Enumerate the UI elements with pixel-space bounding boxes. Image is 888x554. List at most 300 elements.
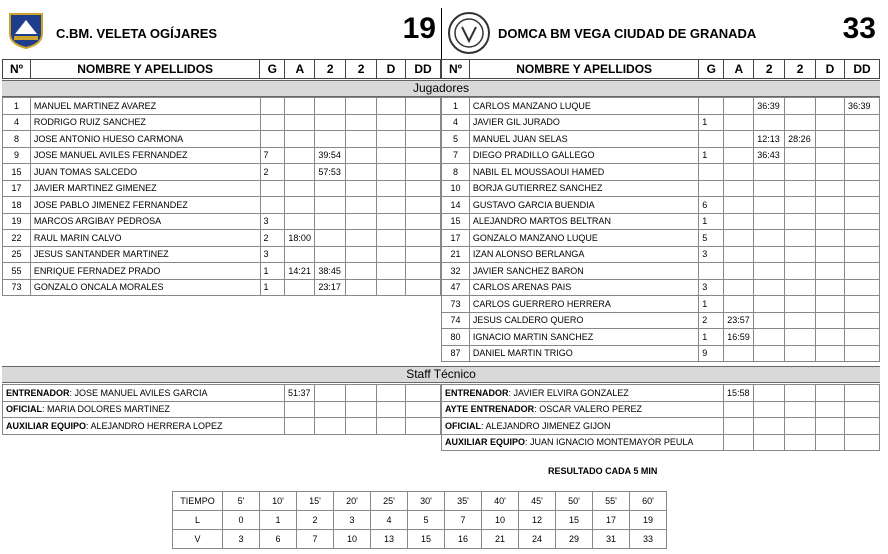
player-name: IZAN ALONSO BERLANGA bbox=[469, 246, 698, 263]
summary-header-cell: 20' bbox=[334, 492, 371, 511]
suspension-1-cell: 57:53 bbox=[315, 164, 346, 181]
suspension-2-cell bbox=[785, 98, 816, 115]
col-num: Nº bbox=[442, 60, 470, 79]
dd-cell bbox=[844, 114, 879, 131]
empty-cell bbox=[346, 418, 377, 435]
staff-role: ENTRENADOR bbox=[6, 387, 70, 398]
player-row bbox=[442, 114, 880, 131]
goals-cell bbox=[260, 114, 285, 131]
empty-cell bbox=[845, 385, 880, 402]
staff-member bbox=[3, 401, 285, 418]
player-number: 18 bbox=[3, 197, 31, 214]
goals-cell: 9 bbox=[699, 345, 724, 362]
summary-header-cell: 50' bbox=[556, 492, 593, 511]
summary-cell: 5 bbox=[408, 511, 445, 530]
player-row bbox=[442, 345, 880, 362]
dd-cell bbox=[844, 263, 879, 280]
summary-header-row bbox=[173, 492, 667, 511]
summary-header-cell: 45' bbox=[519, 492, 556, 511]
empty-cell bbox=[816, 385, 845, 402]
suspension-2-cell bbox=[785, 263, 816, 280]
player-name: JAVIER GIL JURADO bbox=[469, 114, 698, 131]
col-a: A bbox=[285, 60, 315, 79]
suspension-2-cell bbox=[785, 279, 816, 296]
summary-cell: 29 bbox=[556, 530, 593, 549]
player-number: 1 bbox=[3, 98, 31, 115]
col-2b: 2 bbox=[785, 60, 816, 79]
player-row bbox=[3, 213, 441, 230]
player-number: 15 bbox=[442, 213, 470, 230]
suspension-2-cell bbox=[346, 263, 377, 280]
goals-cell: 3 bbox=[260, 246, 285, 263]
empty-cell bbox=[315, 418, 346, 435]
warning-cell bbox=[724, 263, 754, 280]
player-number: 80 bbox=[442, 329, 470, 346]
goals-cell bbox=[260, 98, 285, 115]
warning-cell bbox=[724, 434, 754, 451]
summary-cell: 7 bbox=[445, 511, 482, 530]
player-row bbox=[3, 263, 441, 280]
player-number: 87 bbox=[442, 345, 470, 362]
player-row bbox=[442, 197, 880, 214]
dd-cell bbox=[844, 213, 879, 230]
warning-cell bbox=[285, 418, 315, 435]
empty-cell bbox=[406, 385, 441, 402]
warning-cell bbox=[724, 131, 754, 148]
player-name: ALEJANDRO MARTOS BELTRAN bbox=[469, 213, 698, 230]
summary-cell: 21 bbox=[482, 530, 519, 549]
disqualification-cell bbox=[816, 131, 845, 148]
summary-cell: L bbox=[173, 511, 223, 530]
summary-header-cell: 30' bbox=[408, 492, 445, 511]
dd-cell bbox=[844, 246, 879, 263]
dd-cell bbox=[406, 263, 441, 280]
disqualification-cell bbox=[816, 345, 845, 362]
empty-cell bbox=[785, 418, 816, 435]
dd-cell bbox=[844, 279, 879, 296]
suspension-2-cell bbox=[346, 131, 377, 148]
suspension-1-cell bbox=[754, 180, 785, 197]
dd-cell: 36:39 bbox=[844, 98, 879, 115]
player-row bbox=[442, 147, 880, 164]
suspension-2-cell: 28:26 bbox=[785, 131, 816, 148]
staff-role: ENTRENADOR bbox=[445, 387, 509, 398]
player-name: BORJA GUTIERREZ SANCHEZ bbox=[469, 180, 698, 197]
player-name: CARLOS ARENAS PAIS bbox=[469, 279, 698, 296]
player-name: GUSTAVO GARCIA BUENDIA bbox=[469, 197, 698, 214]
disqualification-cell bbox=[816, 296, 845, 313]
player-name: DANIEL MARTIN TRIGO bbox=[469, 345, 698, 362]
disqualification-cell bbox=[816, 263, 845, 280]
disqualification-cell bbox=[377, 131, 406, 148]
empty-cell bbox=[785, 434, 816, 451]
staff-row bbox=[442, 385, 880, 402]
player-name: JOSE MANUEL AVILES FERNANDEZ bbox=[30, 147, 260, 164]
player-name: JOSE ANTONIO HUESO CARMONA bbox=[30, 131, 260, 148]
away-staff-table bbox=[441, 384, 880, 451]
player-name: JAVIER SANCHEZ BARON bbox=[469, 263, 698, 280]
warning-cell bbox=[724, 180, 754, 197]
summary-header-cell: 60' bbox=[630, 492, 667, 511]
goals-cell: 5 bbox=[699, 230, 724, 247]
empty-cell bbox=[406, 401, 441, 418]
dd-cell bbox=[406, 180, 441, 197]
player-name: NABIL EL MOUSSAOUI HAMED bbox=[469, 164, 698, 181]
warning-cell bbox=[285, 279, 315, 296]
goals-cell: 1 bbox=[260, 263, 285, 280]
disqualification-cell bbox=[816, 180, 845, 197]
warning-cell bbox=[285, 180, 315, 197]
staff-name: : JUAN IGNACIO MONTEMAYOR PEULA bbox=[525, 437, 694, 448]
staff-row bbox=[442, 418, 880, 435]
dd-cell bbox=[844, 296, 879, 313]
dd-cell bbox=[844, 312, 879, 329]
summary-cell: 2 bbox=[297, 511, 334, 530]
empty-cell bbox=[754, 401, 785, 418]
player-row bbox=[3, 180, 441, 197]
empty-cell bbox=[406, 418, 441, 435]
away-score: 33 bbox=[842, 12, 876, 45]
player-row bbox=[3, 164, 441, 181]
warning-cell bbox=[285, 131, 315, 148]
suspension-1-cell bbox=[315, 246, 346, 263]
suspension-2-cell bbox=[346, 114, 377, 131]
empty-cell bbox=[315, 401, 346, 418]
dd-cell bbox=[844, 230, 879, 247]
empty-cell bbox=[816, 418, 845, 435]
player-row bbox=[3, 131, 441, 148]
player-name: RODRIGO RUIZ SANCHEZ bbox=[30, 114, 260, 131]
staff-row bbox=[3, 418, 441, 435]
empty-cell bbox=[816, 401, 845, 418]
warning-cell bbox=[724, 296, 754, 313]
summary-cell: 17 bbox=[593, 511, 630, 530]
empty-cell bbox=[845, 401, 880, 418]
player-number: 17 bbox=[442, 230, 470, 247]
col-dd: DD bbox=[844, 60, 879, 79]
player-number: 22 bbox=[3, 230, 31, 247]
empty-cell bbox=[845, 434, 880, 451]
staff-section-header: Staff Técnico bbox=[2, 366, 880, 383]
disqualification-cell bbox=[377, 180, 406, 197]
player-number: 5 bbox=[442, 131, 470, 148]
suspension-1-cell bbox=[315, 98, 346, 115]
col-2a: 2 bbox=[315, 60, 346, 79]
dd-cell bbox=[844, 164, 879, 181]
disqualification-cell bbox=[816, 213, 845, 230]
dd-cell bbox=[844, 131, 879, 148]
goals-cell: 3 bbox=[699, 246, 724, 263]
summary-cell: 0 bbox=[223, 511, 260, 530]
warning-cell: 51:37 bbox=[285, 385, 315, 402]
suspension-2-cell bbox=[785, 345, 816, 362]
summary-cell: 4 bbox=[371, 511, 408, 530]
empty-cell bbox=[845, 418, 880, 435]
home-team-name: C.BM. VELETA OGÍJARES bbox=[56, 26, 218, 41]
suspension-1-cell bbox=[315, 131, 346, 148]
warning-cell bbox=[285, 213, 315, 230]
summary-cell: 15 bbox=[408, 530, 445, 549]
warning-cell bbox=[285, 164, 315, 181]
home-column-headers bbox=[2, 59, 441, 79]
suspension-1-cell bbox=[315, 213, 346, 230]
summary-row bbox=[173, 530, 667, 549]
col-name: NOMBRE Y APELLIDOS bbox=[469, 60, 698, 79]
summary-cell: 1 bbox=[260, 511, 297, 530]
goals-cell bbox=[699, 180, 724, 197]
player-row bbox=[442, 98, 880, 115]
suspension-1-cell bbox=[754, 164, 785, 181]
staff-row bbox=[3, 401, 441, 418]
player-row bbox=[442, 180, 880, 197]
player-number: 9 bbox=[3, 147, 31, 164]
player-number: 8 bbox=[3, 131, 31, 148]
summary-cell: 19 bbox=[630, 511, 667, 530]
staff-member bbox=[3, 418, 285, 435]
suspension-1-cell: 36:39 bbox=[754, 98, 785, 115]
warning-cell bbox=[724, 114, 754, 131]
disqualification-cell bbox=[377, 263, 406, 280]
warning-cell bbox=[285, 246, 315, 263]
player-number: 25 bbox=[3, 246, 31, 263]
summary-cell: 16 bbox=[445, 530, 482, 549]
warning-cell bbox=[285, 98, 315, 115]
goals-cell bbox=[699, 131, 724, 148]
staff-row bbox=[442, 401, 880, 418]
staff-name: : ALEJANDRO HERRERA LOPEZ bbox=[86, 420, 223, 431]
suspension-2-cell bbox=[785, 197, 816, 214]
suspension-2-cell bbox=[785, 180, 816, 197]
empty-cell bbox=[315, 385, 346, 402]
summary-header-cell: 40' bbox=[482, 492, 519, 511]
goals-cell: 2 bbox=[260, 164, 285, 181]
home-team-logo bbox=[6, 10, 46, 50]
col-d: D bbox=[816, 60, 845, 79]
empty-cell bbox=[754, 418, 785, 435]
dd-cell bbox=[844, 329, 879, 346]
suspension-2-cell bbox=[346, 230, 377, 247]
disqualification-cell bbox=[377, 246, 406, 263]
staff-role: AUXILIAR EQUIPO bbox=[445, 437, 526, 448]
col-g: G bbox=[260, 60, 285, 79]
player-row bbox=[3, 114, 441, 131]
home-staff-table bbox=[2, 384, 441, 435]
player-name: JUAN TOMAS SALCEDO bbox=[30, 164, 260, 181]
warning-cell bbox=[724, 164, 754, 181]
disqualification-cell bbox=[377, 279, 406, 296]
goals-cell: 3 bbox=[260, 213, 285, 230]
staff-member bbox=[442, 434, 724, 451]
goals-cell: 1 bbox=[699, 213, 724, 230]
summary-header-cell: 55' bbox=[593, 492, 630, 511]
suspension-2-cell bbox=[346, 246, 377, 263]
summary-header-cell: 5' bbox=[223, 492, 260, 511]
summary-header-cell: 10' bbox=[260, 492, 297, 511]
suspension-1-cell: 38:45 bbox=[315, 263, 346, 280]
player-number: 55 bbox=[3, 263, 31, 280]
empty-cell bbox=[754, 385, 785, 402]
goals-cell bbox=[260, 180, 285, 197]
goals-cell: 1 bbox=[699, 114, 724, 131]
home-players-table bbox=[2, 97, 441, 296]
col-2b: 2 bbox=[346, 60, 377, 79]
staff-row bbox=[3, 385, 441, 402]
player-number: 73 bbox=[442, 296, 470, 313]
disqualification-cell bbox=[816, 197, 845, 214]
disqualification-cell bbox=[816, 312, 845, 329]
summary-header-cell: 35' bbox=[445, 492, 482, 511]
home-score: 19 bbox=[402, 12, 436, 45]
suspension-1-cell bbox=[315, 114, 346, 131]
suspension-2-cell bbox=[785, 230, 816, 247]
away-players-table bbox=[441, 97, 880, 362]
summary-header-cell: 15' bbox=[297, 492, 334, 511]
summary-cell: 7 bbox=[297, 530, 334, 549]
summary-cell: 33 bbox=[630, 530, 667, 549]
staff-member bbox=[442, 418, 724, 435]
suspension-2-cell bbox=[785, 164, 816, 181]
suspension-1-cell bbox=[754, 213, 785, 230]
staff-member bbox=[3, 385, 285, 402]
goals-cell: 3 bbox=[699, 279, 724, 296]
dd-cell bbox=[406, 98, 441, 115]
header-divider bbox=[441, 8, 442, 60]
goals-cell: 1 bbox=[699, 329, 724, 346]
player-name: JESUS SANTANDER MARTINEZ bbox=[30, 246, 260, 263]
disqualification-cell bbox=[816, 114, 845, 131]
player-row bbox=[3, 98, 441, 115]
disqualification-cell bbox=[816, 98, 845, 115]
suspension-1-cell: 36:43 bbox=[754, 147, 785, 164]
staff-name: : MARIA DOLORES MARTINEZ bbox=[42, 404, 170, 415]
player-number: 32 bbox=[442, 263, 470, 280]
dd-cell bbox=[844, 197, 879, 214]
col-num: Nº bbox=[3, 60, 31, 79]
disqualification-cell bbox=[816, 329, 845, 346]
summary-cell: 15 bbox=[556, 511, 593, 530]
suspension-2-cell bbox=[346, 147, 377, 164]
player-name: MANUEL MARTINEZ AVAREZ bbox=[30, 98, 260, 115]
suspension-2-cell bbox=[785, 296, 816, 313]
player-row bbox=[442, 279, 880, 296]
col-d: D bbox=[377, 60, 406, 79]
staff-member bbox=[442, 401, 724, 418]
empty-cell bbox=[785, 401, 816, 418]
player-row bbox=[3, 230, 441, 247]
dd-cell bbox=[844, 180, 879, 197]
warning-cell: 18:00 bbox=[285, 230, 315, 247]
player-row bbox=[442, 329, 880, 346]
suspension-1-cell bbox=[754, 246, 785, 263]
suspension-2-cell bbox=[346, 180, 377, 197]
empty-cell bbox=[377, 385, 406, 402]
player-row bbox=[442, 296, 880, 313]
away-team-name: DOMCA BM VEGA CIUDAD DE GRANADA bbox=[498, 26, 757, 41]
suspension-1-cell bbox=[754, 197, 785, 214]
player-name: ENRIQUE FERNADEZ PRADO bbox=[30, 263, 260, 280]
goals-cell: 2 bbox=[260, 230, 285, 247]
player-number: 17 bbox=[3, 180, 31, 197]
warning-cell: 16:59 bbox=[724, 329, 754, 346]
away-team-logo bbox=[447, 11, 491, 55]
suspension-2-cell bbox=[785, 246, 816, 263]
suspension-2-cell bbox=[785, 213, 816, 230]
col-2a: 2 bbox=[754, 60, 785, 79]
suspension-2-cell bbox=[346, 197, 377, 214]
dd-cell bbox=[406, 230, 441, 247]
suspension-1-cell: 39:54 bbox=[315, 147, 346, 164]
summary-cell: 31 bbox=[593, 530, 630, 549]
warning-cell bbox=[285, 197, 315, 214]
player-number: 74 bbox=[442, 312, 470, 329]
suspension-2-cell bbox=[785, 114, 816, 131]
suspension-1-cell: 12:13 bbox=[754, 131, 785, 148]
goals-cell bbox=[699, 263, 724, 280]
suspension-2-cell bbox=[346, 164, 377, 181]
goals-cell: 1 bbox=[260, 279, 285, 296]
goals-cell bbox=[260, 131, 285, 148]
dd-cell bbox=[406, 213, 441, 230]
warning-cell bbox=[724, 401, 754, 418]
player-name: GONZALO ONCALA MORALES bbox=[30, 279, 260, 296]
warning-cell bbox=[724, 213, 754, 230]
disqualification-cell bbox=[377, 197, 406, 214]
suspension-1-cell: 23:17 bbox=[315, 279, 346, 296]
disqualification-cell bbox=[377, 164, 406, 181]
warning-cell bbox=[724, 279, 754, 296]
warning-cell: 15:58 bbox=[724, 385, 754, 402]
player-name: JOSE PABLO JIMENEZ FERNANDEZ bbox=[30, 197, 260, 214]
warning-cell bbox=[724, 345, 754, 362]
disqualification-cell bbox=[377, 114, 406, 131]
disqualification-cell bbox=[816, 164, 845, 181]
player-name: JESUS CALDERO QUERO bbox=[469, 312, 698, 329]
goals-cell: 2 bbox=[699, 312, 724, 329]
warning-cell: 14:21 bbox=[285, 263, 315, 280]
player-row bbox=[442, 246, 880, 263]
warning-cell: 23:57 bbox=[724, 312, 754, 329]
suspension-1-cell bbox=[315, 230, 346, 247]
warning-cell bbox=[724, 197, 754, 214]
player-number: 19 bbox=[3, 213, 31, 230]
player-name: GONZALO MANZANO LUQUE bbox=[469, 230, 698, 247]
goals-cell: 6 bbox=[699, 197, 724, 214]
goals-cell: 1 bbox=[699, 147, 724, 164]
dd-cell bbox=[844, 147, 879, 164]
player-name: IGNACIO MARTIN SANCHEZ bbox=[469, 329, 698, 346]
warning-cell bbox=[285, 114, 315, 131]
warning-cell bbox=[724, 246, 754, 263]
summary-cell: V bbox=[173, 530, 223, 549]
player-name: JAVIER MARTINEZ GIMENEZ bbox=[30, 180, 260, 197]
player-row bbox=[442, 213, 880, 230]
summary-header-cell: TIEMPO bbox=[173, 492, 223, 511]
empty-cell bbox=[816, 434, 845, 451]
staff-role: AYTE ENTRENADOR bbox=[445, 404, 535, 415]
player-name: DIEGO PRADILLO GALLEGO bbox=[469, 147, 698, 164]
player-number: 15 bbox=[3, 164, 31, 181]
disqualification-cell bbox=[377, 213, 406, 230]
suspension-1-cell bbox=[754, 345, 785, 362]
player-number: 73 bbox=[3, 279, 31, 296]
goals-cell bbox=[699, 98, 724, 115]
empty-cell bbox=[346, 385, 377, 402]
disqualification-cell bbox=[816, 246, 845, 263]
player-row bbox=[3, 197, 441, 214]
staff-name: : JAVIER ELVIRA GONZALEZ bbox=[508, 387, 629, 398]
dd-cell bbox=[406, 114, 441, 131]
suspension-1-cell bbox=[315, 180, 346, 197]
